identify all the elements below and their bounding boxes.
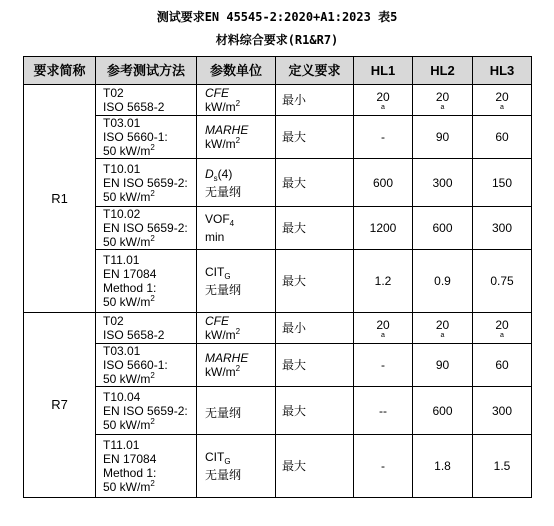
table-row: [24, 344, 532, 387]
test-method-cell: [96, 116, 197, 159]
parameter-line: [205, 351, 275, 365]
parameter-name: VOF: [205, 212, 230, 226]
definition-cell: 最小: [276, 313, 354, 344]
parameter-unit-line: [205, 283, 275, 297]
parameter-suffix: (4): [217, 166, 233, 181]
test-method-line: [103, 328, 196, 342]
parameter-line: [205, 123, 275, 137]
header-cell: HL2: [413, 57, 473, 85]
test-method-text: T03.01: [103, 344, 141, 358]
hazard-level-value: [473, 207, 532, 250]
test-method-line: [103, 207, 196, 221]
test-method-text: T02: [103, 86, 124, 100]
hazard-level-value: [473, 344, 532, 387]
hazard-level-value: [473, 313, 532, 344]
parameter-subscript: s: [213, 173, 218, 183]
value-text: 20: [495, 317, 509, 332]
unit-exponent: 2: [150, 294, 155, 303]
unit-exponent: 2: [150, 188, 155, 198]
parameter-name: MARHE: [205, 123, 249, 137]
hazard-level-value: [413, 435, 473, 498]
hazard-level-value: [354, 313, 413, 344]
test-method-cell: [96, 159, 197, 207]
test-method-cell: [96, 250, 197, 313]
hazard-level-value: [354, 85, 413, 116]
unit-exponent: 2: [235, 136, 241, 145]
test-method-text: EN ISO 5659-2:: [103, 403, 188, 418]
table-row: [24, 250, 532, 313]
value-text: 600: [372, 175, 394, 190]
value-text: --: [379, 403, 387, 418]
value-text: 300: [432, 175, 453, 190]
parameter-unit: kW/m: [205, 100, 236, 114]
value-text: -: [381, 459, 385, 473]
test-method-text: ISO 5658-2: [103, 328, 165, 342]
parameter-unit-line: [205, 185, 275, 199]
test-method-text: T11.01: [103, 438, 140, 452]
hazard-level-value: [413, 344, 473, 387]
test-method-line: [103, 438, 196, 452]
header-cell: 参数单位: [197, 57, 276, 85]
test-method-cell: [96, 435, 197, 498]
test-method-line: [103, 418, 196, 432]
value-text: 20: [376, 317, 390, 332]
value-text: -: [381, 130, 385, 144]
footnote-marker: a: [381, 331, 385, 339]
test-method-text: T11.01: [103, 253, 140, 267]
header-cell: 定义要求: [276, 57, 354, 85]
test-method-line: [103, 176, 196, 190]
test-method-line: [103, 144, 196, 158]
test-method-text: Method 1:: [103, 281, 157, 295]
parameter-unit: kW/m: [205, 137, 236, 151]
hazard-level-value: [354, 207, 413, 250]
value-text: 0.9: [434, 274, 451, 288]
test-method-line: [103, 372, 196, 386]
header-cell: 参考测试方法: [96, 57, 197, 85]
hazard-level-value: [413, 116, 473, 159]
requirement-code: R1: [24, 85, 96, 313]
parameter-name: CIT: [205, 450, 225, 464]
test-method-cell: [96, 387, 197, 435]
test-method-text: 50 kW/m: [103, 480, 151, 494]
value-text: 600: [432, 221, 453, 235]
footnote-marker: a: [500, 103, 504, 111]
parameter-line: [205, 314, 275, 328]
parameter-line: [205, 86, 275, 100]
definition-cell: 最大: [276, 344, 354, 387]
parameter-name: D: [205, 166, 214, 181]
parameter-unit: kW/m: [205, 365, 236, 379]
hazard-level-value: [413, 207, 473, 250]
parameter-unit-line: [205, 365, 275, 379]
value-text: 1.2: [374, 274, 392, 288]
hazard-level-value: [413, 85, 473, 116]
test-method-line: [103, 86, 196, 100]
parameter-unit-line: [205, 137, 275, 151]
parameter-unit: 无量纲: [205, 283, 242, 297]
test-method-text: EN ISO 5659-2:: [103, 175, 188, 190]
test-method-text: ISO 5660-1:: [103, 358, 168, 372]
unit-exponent: 2: [150, 234, 155, 243]
hazard-level-value: [473, 250, 532, 313]
footnote-marker: a: [500, 331, 504, 339]
value-text: 60: [495, 130, 509, 144]
test-method-line: [103, 480, 196, 494]
test-method-line: [103, 314, 196, 328]
test-method-line: [103, 295, 196, 309]
parameter-name: CFE: [205, 86, 229, 100]
hazard-level-value: [473, 435, 532, 498]
parameter-unit: 无量纲: [205, 405, 242, 420]
definition-cell: 最大: [276, 435, 354, 498]
test-method-cell: [96, 85, 197, 116]
parameter-unit: 无量纲: [205, 468, 242, 482]
table-row: [24, 313, 532, 344]
hazard-level-value: [473, 85, 532, 116]
test-method-line: [103, 466, 196, 480]
hazard-level-value: [473, 159, 532, 207]
test-method-text: ISO 5658-2: [103, 100, 165, 114]
hazard-level-value: [473, 116, 532, 159]
table-row: [24, 435, 532, 498]
hazard-level-value: [354, 387, 413, 435]
test-method-line: [103, 404, 196, 418]
table-row: [24, 85, 532, 116]
test-method-text: 50 kW/m: [103, 235, 151, 249]
hazard-level-value: [413, 387, 473, 435]
hazard-level-value: [354, 250, 413, 313]
parameter-unit-line: [205, 230, 275, 244]
header-cell: 要求简称: [24, 57, 96, 85]
hazard-level-value: [473, 387, 532, 435]
test-method-text: T02: [103, 314, 124, 328]
test-method-text: EN ISO 5659-2:: [103, 221, 188, 235]
table-row: [24, 159, 532, 207]
test-method-line: [103, 253, 196, 267]
parameter-unit-line: [205, 100, 275, 114]
test-method-cell: [96, 344, 197, 387]
parameter-line: [205, 265, 275, 279]
value-text: -: [381, 358, 385, 372]
definition-cell: 最大: [276, 116, 354, 159]
parameter-subscript: G: [224, 457, 231, 466]
parameter-unit-line: [205, 468, 275, 482]
unit-exponent: 2: [150, 371, 155, 380]
definition-cell: 最大: [276, 250, 354, 313]
parameter-subscript: G: [224, 272, 231, 281]
test-method-text: Method 1:: [103, 466, 157, 480]
value-text: 600: [432, 403, 453, 418]
test-method-text: T10.01: [103, 161, 141, 176]
test-method-line: [103, 221, 196, 235]
test-method-text: 50 kW/m: [103, 189, 151, 204]
unit-exponent: 2: [150, 479, 155, 488]
parameter-unit-line: [205, 406, 275, 420]
parameter-cell: [197, 313, 276, 344]
unit-exponent: 2: [235, 99, 241, 108]
parameter-unit: kW/m: [205, 328, 236, 342]
test-method-text: 50 kW/m: [103, 417, 151, 432]
value-text: 60: [495, 358, 509, 372]
hazard-level-value: [413, 159, 473, 207]
test-method-cell: [96, 313, 197, 344]
test-method-text: ISO 5660-1:: [103, 130, 168, 144]
test-method-line: [103, 235, 196, 249]
footnote-marker: a: [440, 331, 445, 339]
parameter-cell: [197, 250, 276, 313]
unit-exponent: 2: [150, 416, 155, 426]
parameter-unit: min: [205, 230, 225, 244]
header-row: [24, 57, 532, 85]
test-method-line: [103, 267, 196, 281]
definition-cell: 最大: [276, 387, 354, 435]
unit-exponent: 2: [235, 364, 241, 373]
value-text: 20: [435, 317, 450, 332]
table-row: [24, 207, 532, 250]
test-method-line: [103, 130, 196, 144]
test-method-text: 50 kW/m: [103, 295, 151, 309]
test-method-cell: [96, 207, 197, 250]
hazard-level-value: [413, 250, 473, 313]
definition-cell: 最大: [276, 159, 354, 207]
parameter-cell: [197, 435, 276, 498]
value-text: 20: [495, 89, 509, 104]
parameter-subscript: 4: [229, 219, 235, 228]
parameter-line: [205, 212, 275, 226]
test-method-text: T03.01: [103, 116, 141, 130]
table-row: [24, 387, 532, 435]
footnote-marker: a: [440, 103, 445, 111]
parameter-name: CIT: [205, 265, 225, 279]
parameter-cell: [197, 387, 276, 435]
parameter-line: [205, 450, 275, 464]
value-text: 1200: [369, 221, 397, 235]
parameter-cell: [197, 207, 276, 250]
value-text: 20: [435, 89, 450, 104]
parameter-unit: 无量纲: [205, 184, 242, 199]
hazard-level-value: [354, 344, 413, 387]
parameter-cell: [197, 85, 276, 116]
unit-exponent: 2: [235, 327, 241, 336]
table-caption-line2: 材料综合要求(R1&R7): [215, 33, 339, 47]
value-text: 300: [491, 403, 513, 418]
test-method-line: [103, 100, 196, 114]
unit-exponent: 2: [150, 143, 155, 152]
test-method-text: T10.04: [103, 389, 141, 404]
value-text: 0.75: [490, 274, 514, 288]
value-text: 90: [435, 130, 450, 144]
definition-cell: 最小: [276, 85, 354, 116]
test-method-line: [103, 452, 196, 466]
definition-cell: 最大: [276, 207, 354, 250]
table-row: [24, 116, 532, 159]
test-method-text: T10.02: [103, 207, 141, 221]
hazard-level-value: [354, 435, 413, 498]
parameter-unit-line: [205, 328, 275, 342]
value-text: 20: [376, 89, 390, 104]
test-method-text: 50 kW/m: [103, 144, 151, 158]
test-method-line: [103, 190, 196, 204]
hazard-level-value: [413, 313, 473, 344]
parameter-line: [205, 167, 275, 181]
test-method-line: [103, 116, 196, 130]
value-text: 1.5: [493, 459, 511, 473]
parameter-cell: [197, 344, 276, 387]
test-method-text: EN 17084: [103, 267, 157, 281]
test-method-line: [103, 162, 196, 176]
test-method-text: 50 kW/m: [103, 372, 151, 386]
hazard-level-value: [354, 159, 413, 207]
parameter-name: MARHE: [205, 351, 249, 365]
value-text: 90: [435, 358, 450, 372]
header-cell: HL1: [354, 57, 413, 85]
hazard-level-value: [354, 116, 413, 159]
value-text: 1.8: [434, 459, 451, 473]
parameter-cell: [197, 159, 276, 207]
value-text: 150: [491, 175, 513, 190]
test-method-line: [103, 344, 196, 358]
parameter-name: CFE: [205, 314, 229, 328]
requirements-table: [23, 56, 532, 498]
requirement-code: R7: [24, 313, 96, 498]
header-cell: HL3: [473, 57, 532, 85]
table-caption-line1: 测试要求EN 45545-2:2020+A1:2023 表5: [156, 10, 398, 24]
test-method-line: [103, 390, 196, 404]
footnote-marker: a: [381, 103, 385, 111]
test-method-line: [103, 358, 196, 372]
value-text: 300: [491, 221, 513, 235]
test-method-text: EN 17084: [103, 452, 157, 466]
parameter-cell: [197, 116, 276, 159]
test-method-line: [103, 281, 196, 295]
